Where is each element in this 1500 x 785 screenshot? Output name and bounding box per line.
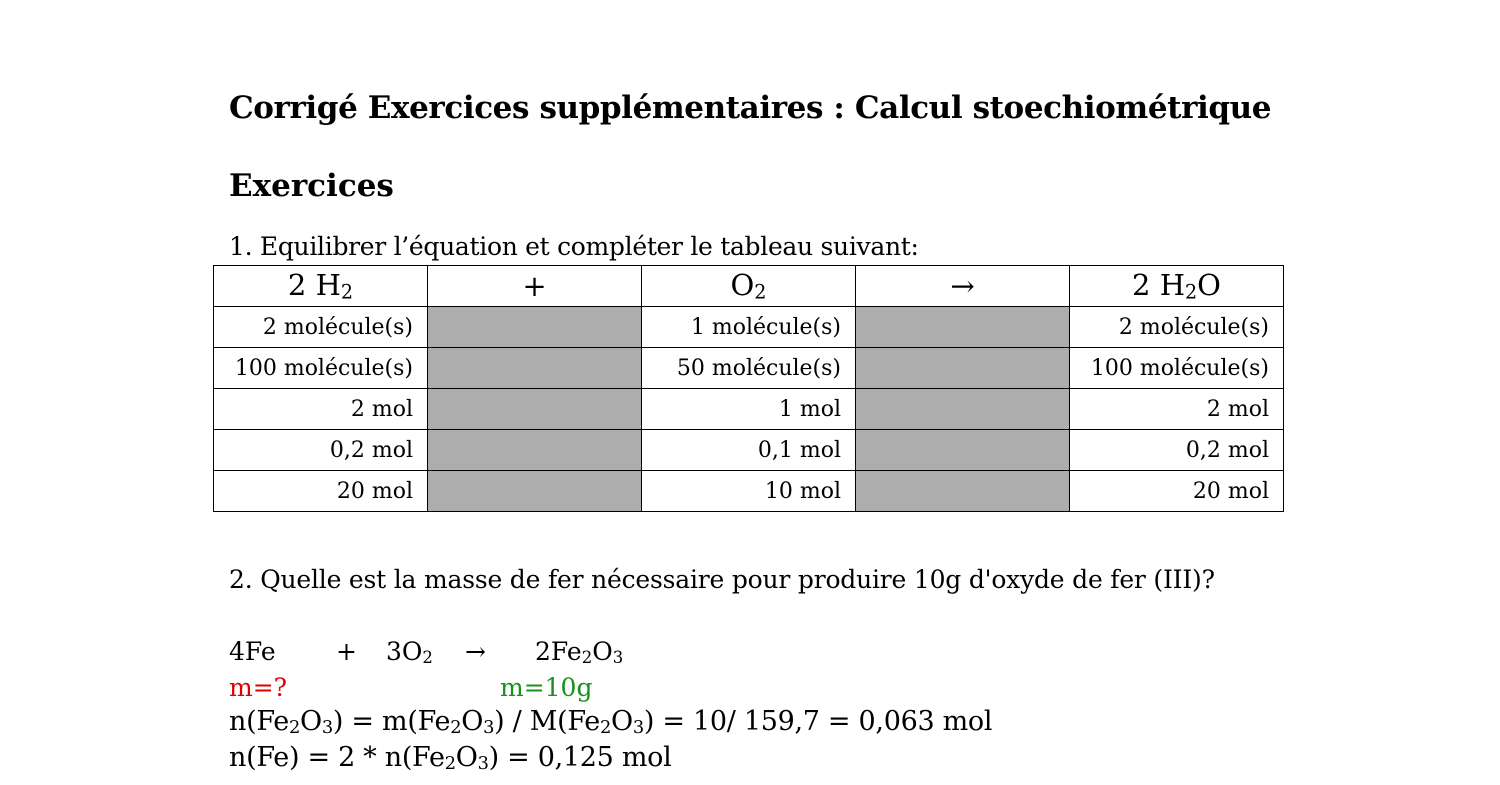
cell-h2o: 100 molécule(s) [1070,348,1284,389]
cell-h2: 20 mol [214,471,428,512]
known-mass: m=10g [500,673,593,702]
shaded-cell [856,389,1070,430]
calculation-line-2: n(Fe) = 2 * n(Fe2O3) = 0,125 mol [229,742,672,775]
shaded-cell [856,307,1070,348]
cell-o2: 0,1 mol [642,430,856,471]
question-1-text: 1. Equilibrer l’équation et compléter le tableau suivant: [229,232,919,261]
shaded-cell [856,348,1070,389]
calculation-line-1: n(Fe2O3) = m(Fe2O3) / M(Fe2O3) = 10/ 159,7 = 0,063 mol [229,706,993,739]
table-row [214,389,1284,430]
unknown-mass: m=? [229,673,288,702]
header-h2: 2 H2 [214,266,428,307]
table-row [214,471,1284,512]
reactant-o2: 3O2 [386,637,433,667]
shaded-cell [428,307,642,348]
section-heading: Exercices [229,168,394,204]
reaction-arrow: → [465,637,486,666]
cell-h2: 2 mol [214,389,428,430]
cell-o2: 1 molécule(s) [642,307,856,348]
table-header-row [214,266,1284,307]
shaded-cell [856,430,1070,471]
document-title: Corrigé Exercices supplémentaires : Calcul stoechiométrique [229,90,1272,126]
cell-h2o: 20 mol [1070,471,1284,512]
cell-o2: 50 molécule(s) [642,348,856,389]
cell-h2: 0,2 mol [214,430,428,471]
header-o2: O2 [642,266,856,307]
reactant-fe: 4Fe [229,637,276,666]
header-plus: + [428,266,642,307]
table-row [214,307,1284,348]
cell-o2: 10 mol [642,471,856,512]
product-fe2o3: 2Fe2O3 [535,637,624,667]
cell-h2: 100 molécule(s) [214,348,428,389]
shaded-cell [428,348,642,389]
shaded-cell [428,389,642,430]
header-h2o: 2 H2O [1070,266,1284,307]
table-row [214,348,1284,389]
plus-sign: + [336,637,357,666]
cell-h2o: 0,2 mol [1070,430,1284,471]
stoichiometry-table [213,265,1284,512]
cell-o2: 1 mol [642,389,856,430]
cell-h2o: 2 mol [1070,389,1284,430]
cell-h2o: 2 molécule(s) [1070,307,1284,348]
question-2-text: 2. Quelle est la masse de fer nécessaire pour produire 10g d'oxyde de fer (III)? [229,565,1215,594]
cell-h2: 2 molécule(s) [214,307,428,348]
header-arrow: → [856,266,1070,307]
shaded-cell [856,471,1070,512]
shaded-cell [428,471,642,512]
table-row [214,430,1284,471]
shaded-cell [428,430,642,471]
